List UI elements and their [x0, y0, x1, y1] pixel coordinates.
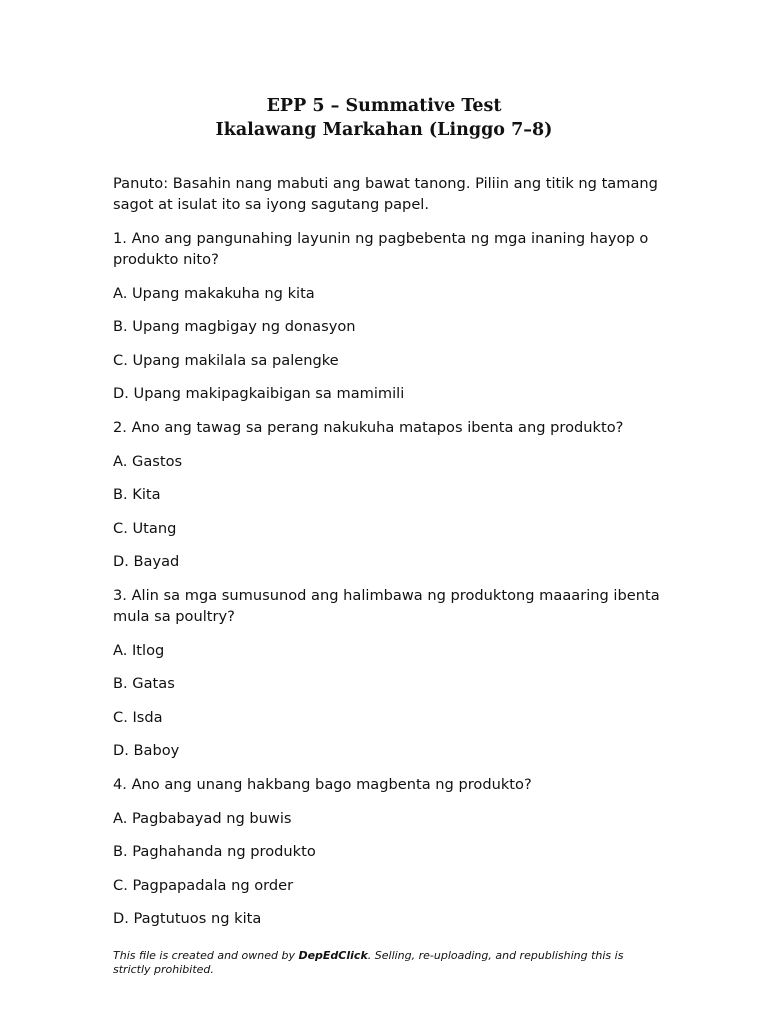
choice-3b: B. Gatas	[113, 675, 175, 693]
question-4: 4. Ano ang unang hakbang bago magbenta ng produkto?	[113, 775, 532, 793]
test-content	[113, 173, 661, 942]
copyright-footer	[113, 949, 661, 976]
footer-suffix: . Selling, re-uploading, and republishing this is strictly prohibited.	[113, 949, 624, 976]
question-3: 3. Alin sa mga sumusunod ang halimbawa ng produktong maaaring ibenta mula sa poultry?	[113, 586, 660, 625]
choice-4d: D. Pagtutuos ng kita	[113, 910, 262, 928]
footer-prefix: This file is created and owned by	[113, 949, 299, 962]
choice-4a: A. Pagbabayad ng buwis	[113, 809, 292, 827]
choice-1d: D. Upang makipagkaibigan sa mamimili	[113, 385, 405, 403]
choice-1c: C. Upang makilala sa palengke	[113, 351, 339, 369]
choice-3a: A. Itlog	[113, 641, 165, 659]
choice-2b: B. Kita	[113, 486, 161, 504]
choice-2a: A. Gastos	[113, 452, 183, 470]
choice-3d: D. Baboy	[113, 742, 180, 760]
choice-2d: D. Bayad	[113, 553, 180, 571]
choice-4c: C. Pagpapadala ng order	[113, 876, 294, 894]
instructions-text: Panuto: Basahin nang mabuti ang bawat tanong. Piliin ang titik ng tamang sagot at isulat ito sa iyong sagutang papel.	[113, 175, 658, 213]
choice-1b: B. Upang magbigay ng donasyon	[113, 318, 356, 336]
document-title: EPP 5 – Summative Test	[266, 96, 502, 116]
question-2: 2. Ano ang tawag sa perang nakukuha matapos ibenta ang produkto?	[113, 418, 624, 436]
footer-brand: DepEdClick	[298, 949, 368, 962]
document-subtitle: Ikalawang Markahan (Linggo 7–8)	[215, 120, 553, 140]
choice-2c: C. Utang	[113, 519, 177, 537]
choice-3c: C. Isda	[113, 708, 163, 726]
choice-4b: B. Paghahanda ng produkto	[113, 843, 316, 861]
question-1: 1. Ano ang pangunahing layunin ng pagbebenta ng mga inaning hayop o produkto nito?	[113, 230, 649, 268]
choice-1a: A. Upang makakuha ng kita	[113, 284, 315, 302]
